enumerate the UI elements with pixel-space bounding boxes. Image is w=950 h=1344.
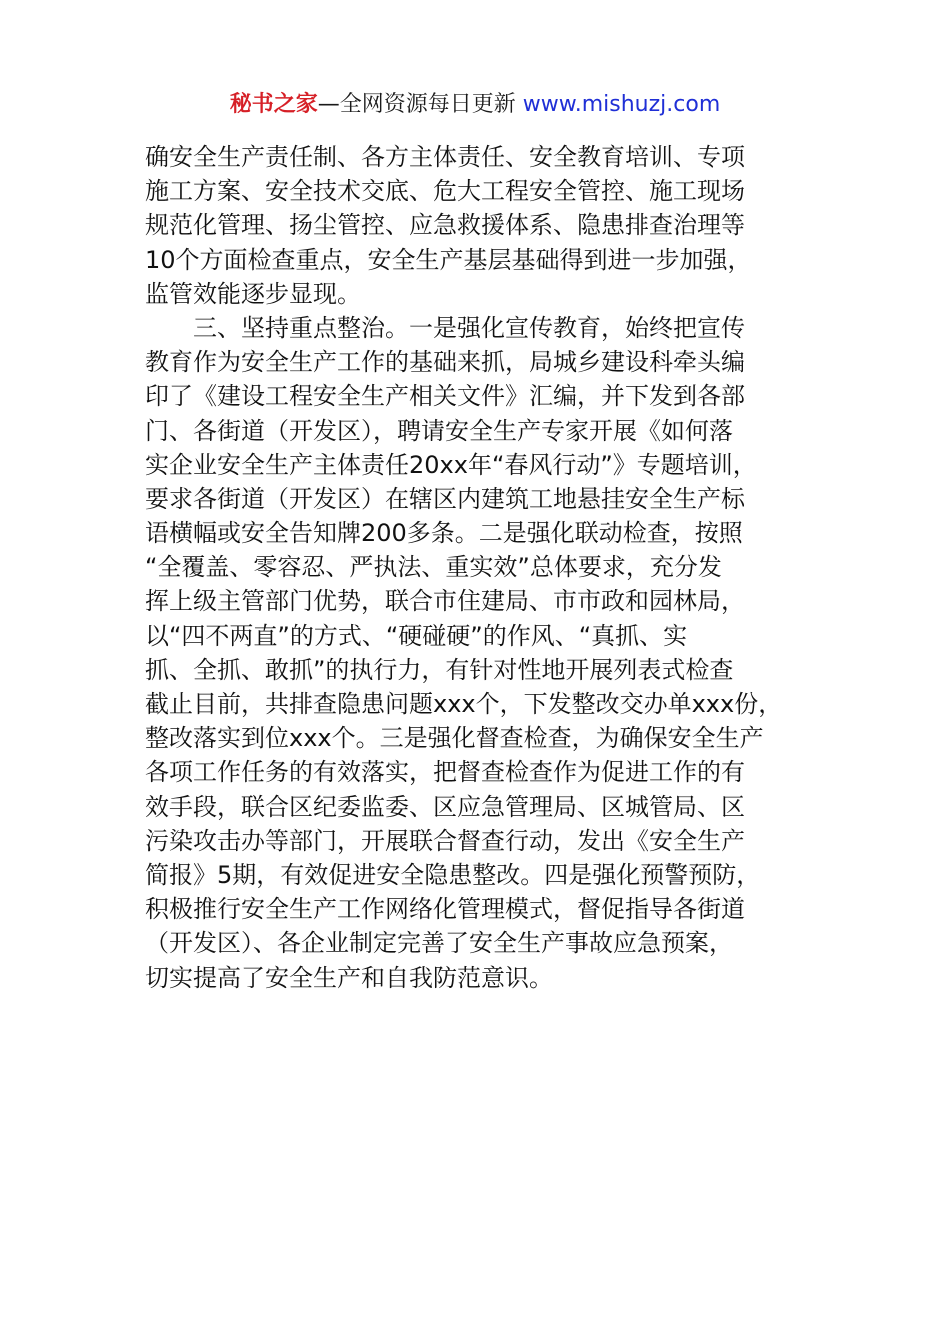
text-line: 规范化管理、扬尘管控、应急救援体系、隐患排查治理等 (145, 211, 745, 240)
text-line: 简报》5期，有效促进安全隐患整改。四是强化预警预防， (145, 860, 761, 889)
text-line: 挥上级主管部门优势，联合市住建局、市市政和园林局， (145, 587, 745, 616)
text-line: 监管效能逐步显现。 (145, 279, 361, 308)
text-line: 要求各街道（开发区）在辖区内建筑工地悬挂安全生产标 (145, 484, 745, 513)
text-line: 教育作为安全生产工作的基础来抓，局城乡建设科牵头编 (145, 348, 745, 377)
text-line: 确安全生产责任制、各方主体责任、安全教育培训、专项 (145, 143, 745, 171)
text-line: 10个方面检查重点，安全生产基层基础得到进一步加强， (145, 245, 752, 274)
text-line: 效手段，联合区纪委监委、区应急管理局、区城管局、区 (145, 792, 745, 821)
text-line: “全覆盖、零容忍、严执法、重实效”总体要求，充分发 (145, 553, 722, 582)
text-line: 抓、全抓、敢抓”的执行力，有针对性地开展列表式检查 (145, 655, 734, 684)
text-line: （开发区）、各企业制定完善了安全生产事故应急预案， (145, 929, 733, 958)
text-line: 门、各街道（开发区），聘请安全生产专家开展《如何落 (145, 416, 733, 445)
text-line: 各项工作任务的有效落实，把督查检查作为促进工作的有 (145, 758, 745, 787)
text-line: 实企业安全生产主体责任20xx年“春风行动”》专题培训， (145, 450, 757, 479)
text-line: 截止目前，共排查隐患问题xxx个，下发整改交办单xxx份， (145, 690, 783, 718)
page-header (0, 88, 950, 122)
brand-name: 秘书之家 (229, 92, 318, 117)
header-tagline: —全网资源每日更新 (317, 92, 516, 117)
text-line: 以“四不两直”的方式、“硬碰硬”的作风、“真抓、实 (145, 621, 688, 650)
text-line: 积极推行安全生产工作网络化管理模式，督促指导各街道 (145, 895, 745, 924)
document-body (145, 140, 815, 995)
text-line: 切实提高了安全生产和自我防范意识。 (145, 963, 553, 992)
text-line: 印了《建设工程安全生产相关文件》汇编，并下发到各部 (145, 382, 745, 411)
website-link[interactable]: www.mishuzj.com (522, 92, 721, 117)
text-line: 语横幅或安全告知牌200多条。二是强化联动检查，按照 (145, 519, 743, 548)
section-heading-line: 三、坚持重点整治。一是强化宣传教育，始终把宣传 (193, 313, 745, 342)
text-line: 污染攻击办等部门，开展联合督查行动，发出《安全生产 (145, 826, 745, 855)
text-line: 整改落实到位xxx个。三是强化督查检查，为确保安全生产 (145, 724, 764, 753)
text-line: 施工方案、安全技术交底、危大工程安全管控、施工现场 (145, 177, 745, 206)
